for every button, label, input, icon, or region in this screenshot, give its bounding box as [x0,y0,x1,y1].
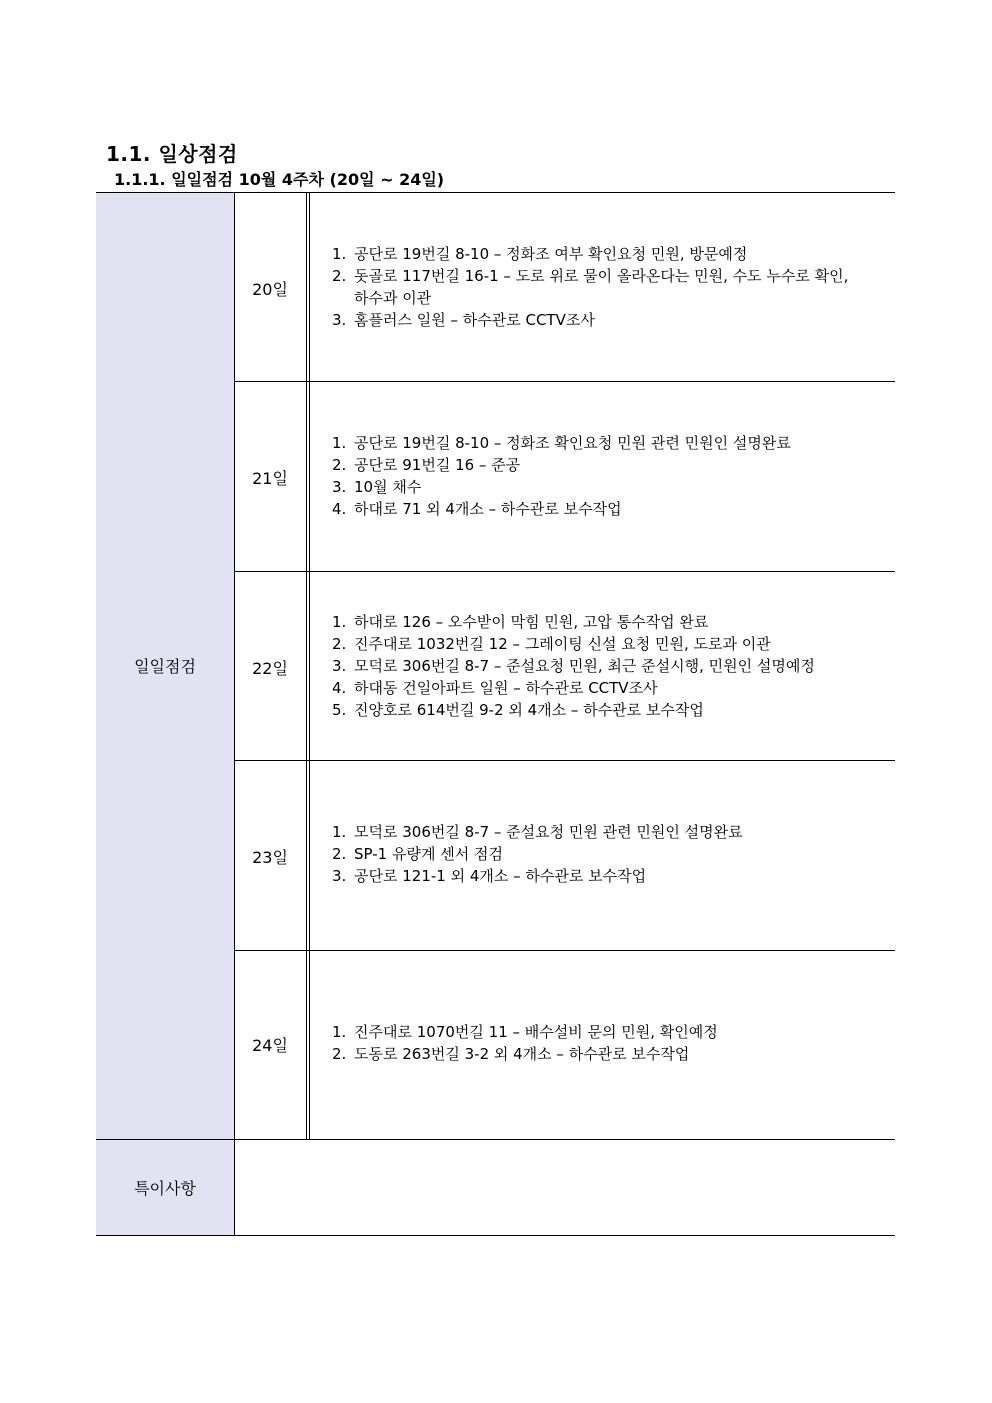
list-item: 4. 하대로 71 외 4개소 – 하수관로 보수작업 [332,500,622,518]
day-label: 24일 [252,1036,288,1055]
day-items-list [332,611,892,721]
day-label: 23일 [252,848,288,867]
list-item: 4. 하대동 건일아파트 일원 – 하수관로 CCTV조사 [332,679,658,697]
list-item: 3. 홈플러스 일원 – 하수관로 CCTV조사 [332,311,595,329]
list-item: 3. 모덕로 306번길 8-7 – 준설요청 민원, 최근 준설시행, 민원인 설명예정 [332,657,815,675]
list-item: 1. 하대로 126 – 오수받이 막힘 민원, 고압 통수작업 완료 [332,613,709,631]
list-item: 3. 공단로 121-1 외 4개소 – 하수관로 보수작업 [332,867,647,885]
list-item: 1. 공단로 19번길 8-10 – 정화조 여부 확인요청 민원, 방문예정 [332,245,748,263]
list-item: 2. 공단로 91번길 16 – 준공 [332,456,521,474]
day-items-list [332,1021,892,1065]
day-items-list [332,243,892,331]
day-label: 20일 [252,280,288,299]
remarks-label: 특이사항 [134,1179,196,1198]
day-label: 21일 [252,469,288,488]
row-label-daily-inspection: 일일점검 [134,657,196,676]
list-item: 5. 진양호로 614번길 9-2 외 4개소 – 하수관로 보수작업 [332,701,704,719]
list-item: 2. 진주대로 1032번길 12 – 그레이팅 신설 요청 민원, 도로과 이관 [332,635,771,653]
list-item: 1. 모덕로 306번길 8-7 – 준설요청 민원 관련 민원인 설명완료 [332,823,743,841]
daily-inspection-table [96,192,895,1236]
list-item-continuation: 하수과 이관 [354,289,432,307]
list-item: 3. 10월 채수 [332,478,422,496]
list-item: 1. 진주대로 1070번길 11 – 배수설비 문의 민원, 확인예정 [332,1023,718,1041]
day-items-list [332,432,892,520]
subsection-title: 1.1.1. 일일점검 10월 4주차 (20일 ~ 24일) [114,170,445,189]
day-label: 22일 [252,659,288,678]
list-item: 1. 공단로 19번길 8-10 – 정화조 확인요청 민원 관련 민원인 설명완료 [332,434,791,452]
section-title: 1.1. 일상점검 [106,142,238,166]
label-column [96,192,234,1236]
list-item: 2. 돗골로 117번길 16-1 – 도로 위로 물이 올라온다는 민원, 수도 누수로 확인, [332,267,849,285]
day-items-list [332,821,892,887]
list-item: 2. SP-1 유량계 센서 점검 [332,845,503,863]
list-item: 2. 도동로 263번길 3-2 외 4개소 – 하수관로 보수작업 [332,1045,690,1063]
